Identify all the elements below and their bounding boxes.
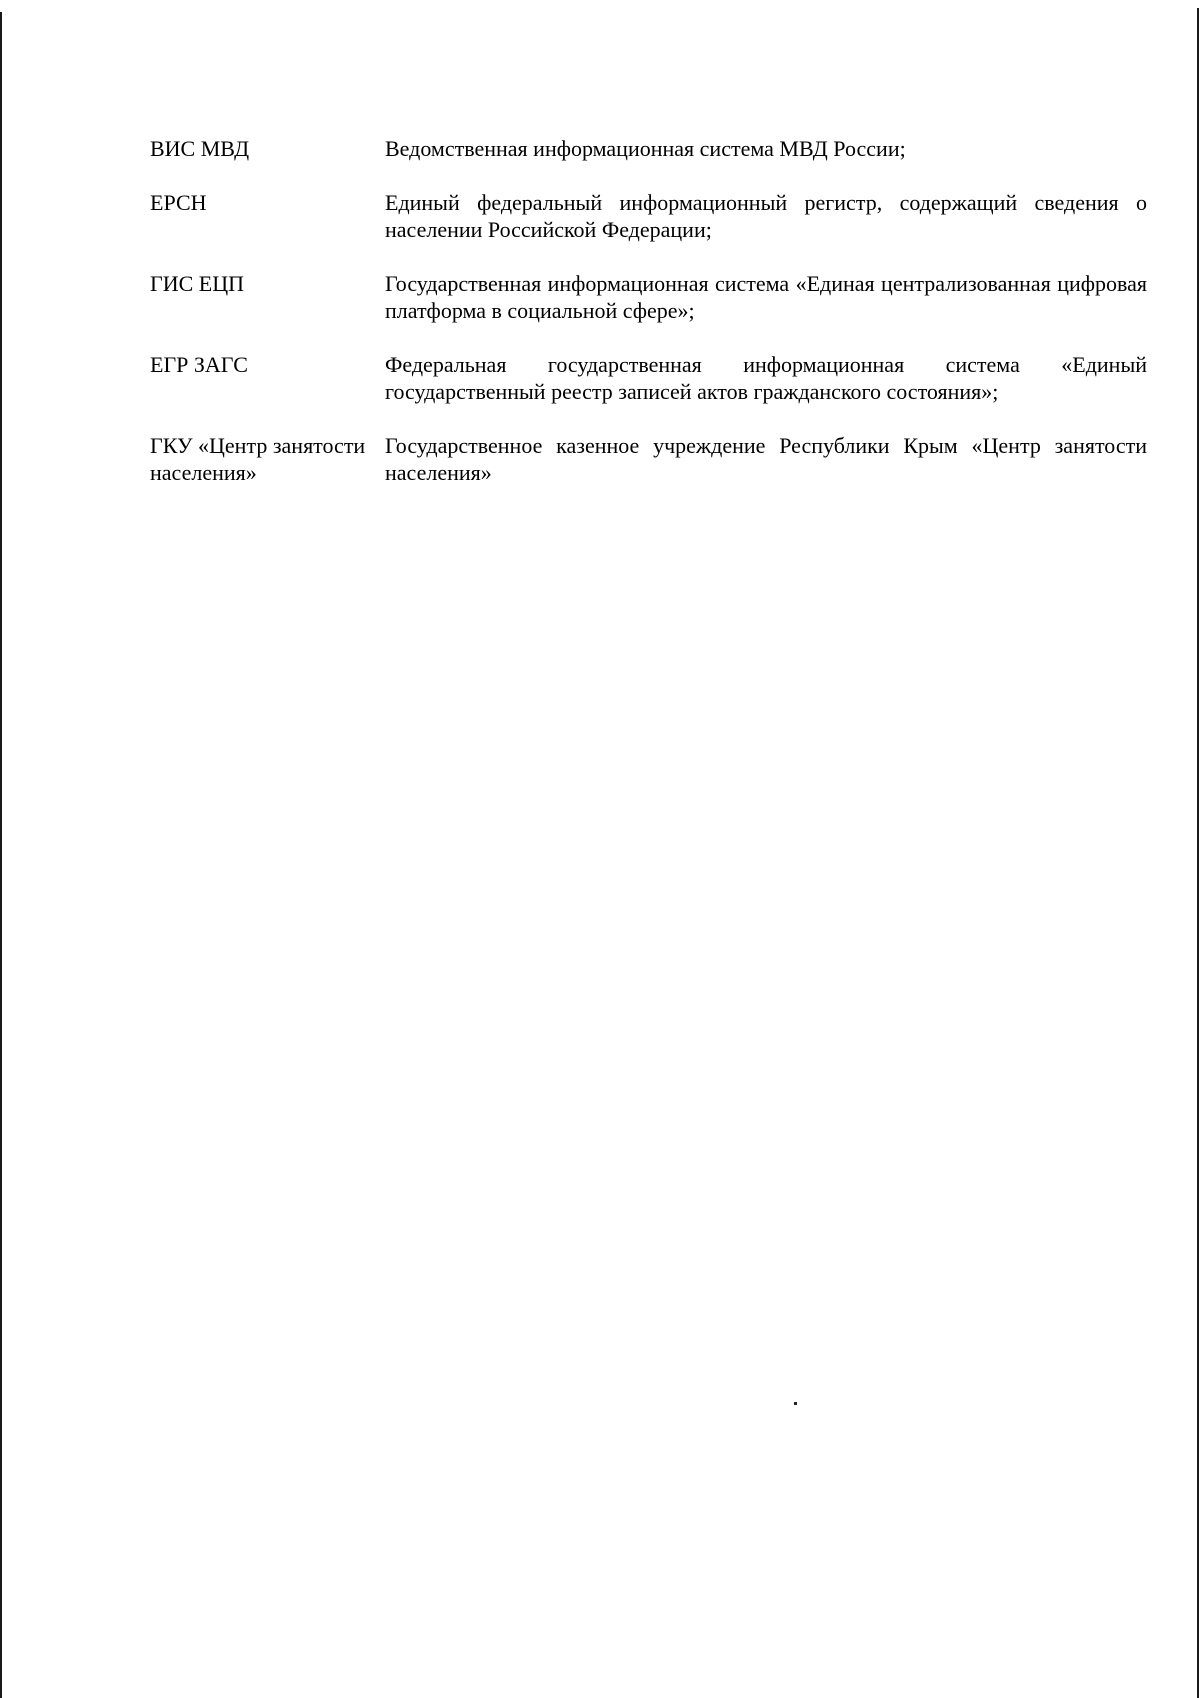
abbreviations-glossary [150,135,1147,513]
glossary-entry-vis-mvd [150,135,1147,162]
glossary-entry-ersn [150,189,1147,243]
glossary-term: ЕРСН [150,190,207,215]
glossary-definition: Федеральная государственная информационная система «Единый государственный реестр записей актов гражданского состояния»; [385,352,1147,404]
glossary-term: ГИС ЕЦП [150,271,244,296]
page-border-right [1197,8,1199,1698]
glossary-definition: Государственная информационная система «Единая централизованная цифровая платформа в социальной сфере»; [385,271,1147,323]
page-border-left [0,12,2,1698]
glossary-entry-gku-czn [150,432,1147,486]
glossary-definition: Единый федеральный информационный регистр, содержащий сведения о населении Российской Федерации; [385,190,1147,242]
glossary-term: ГКУ «Центр занятости населения» [150,433,366,485]
glossary-entry-gis-ecp [150,270,1147,324]
glossary-entry-egr-zags [150,351,1147,405]
glossary-term: ЕГР ЗАГС [150,352,248,377]
glossary-definition: Ведомственная информационная система МВД России; [385,136,906,161]
scan-artifact-dot [794,1402,797,1405]
glossary-term: ВИС МВД [150,136,250,161]
glossary-definition: Государственное казенное учреждение Республики Крым «Центр занятости населения» [385,433,1147,485]
